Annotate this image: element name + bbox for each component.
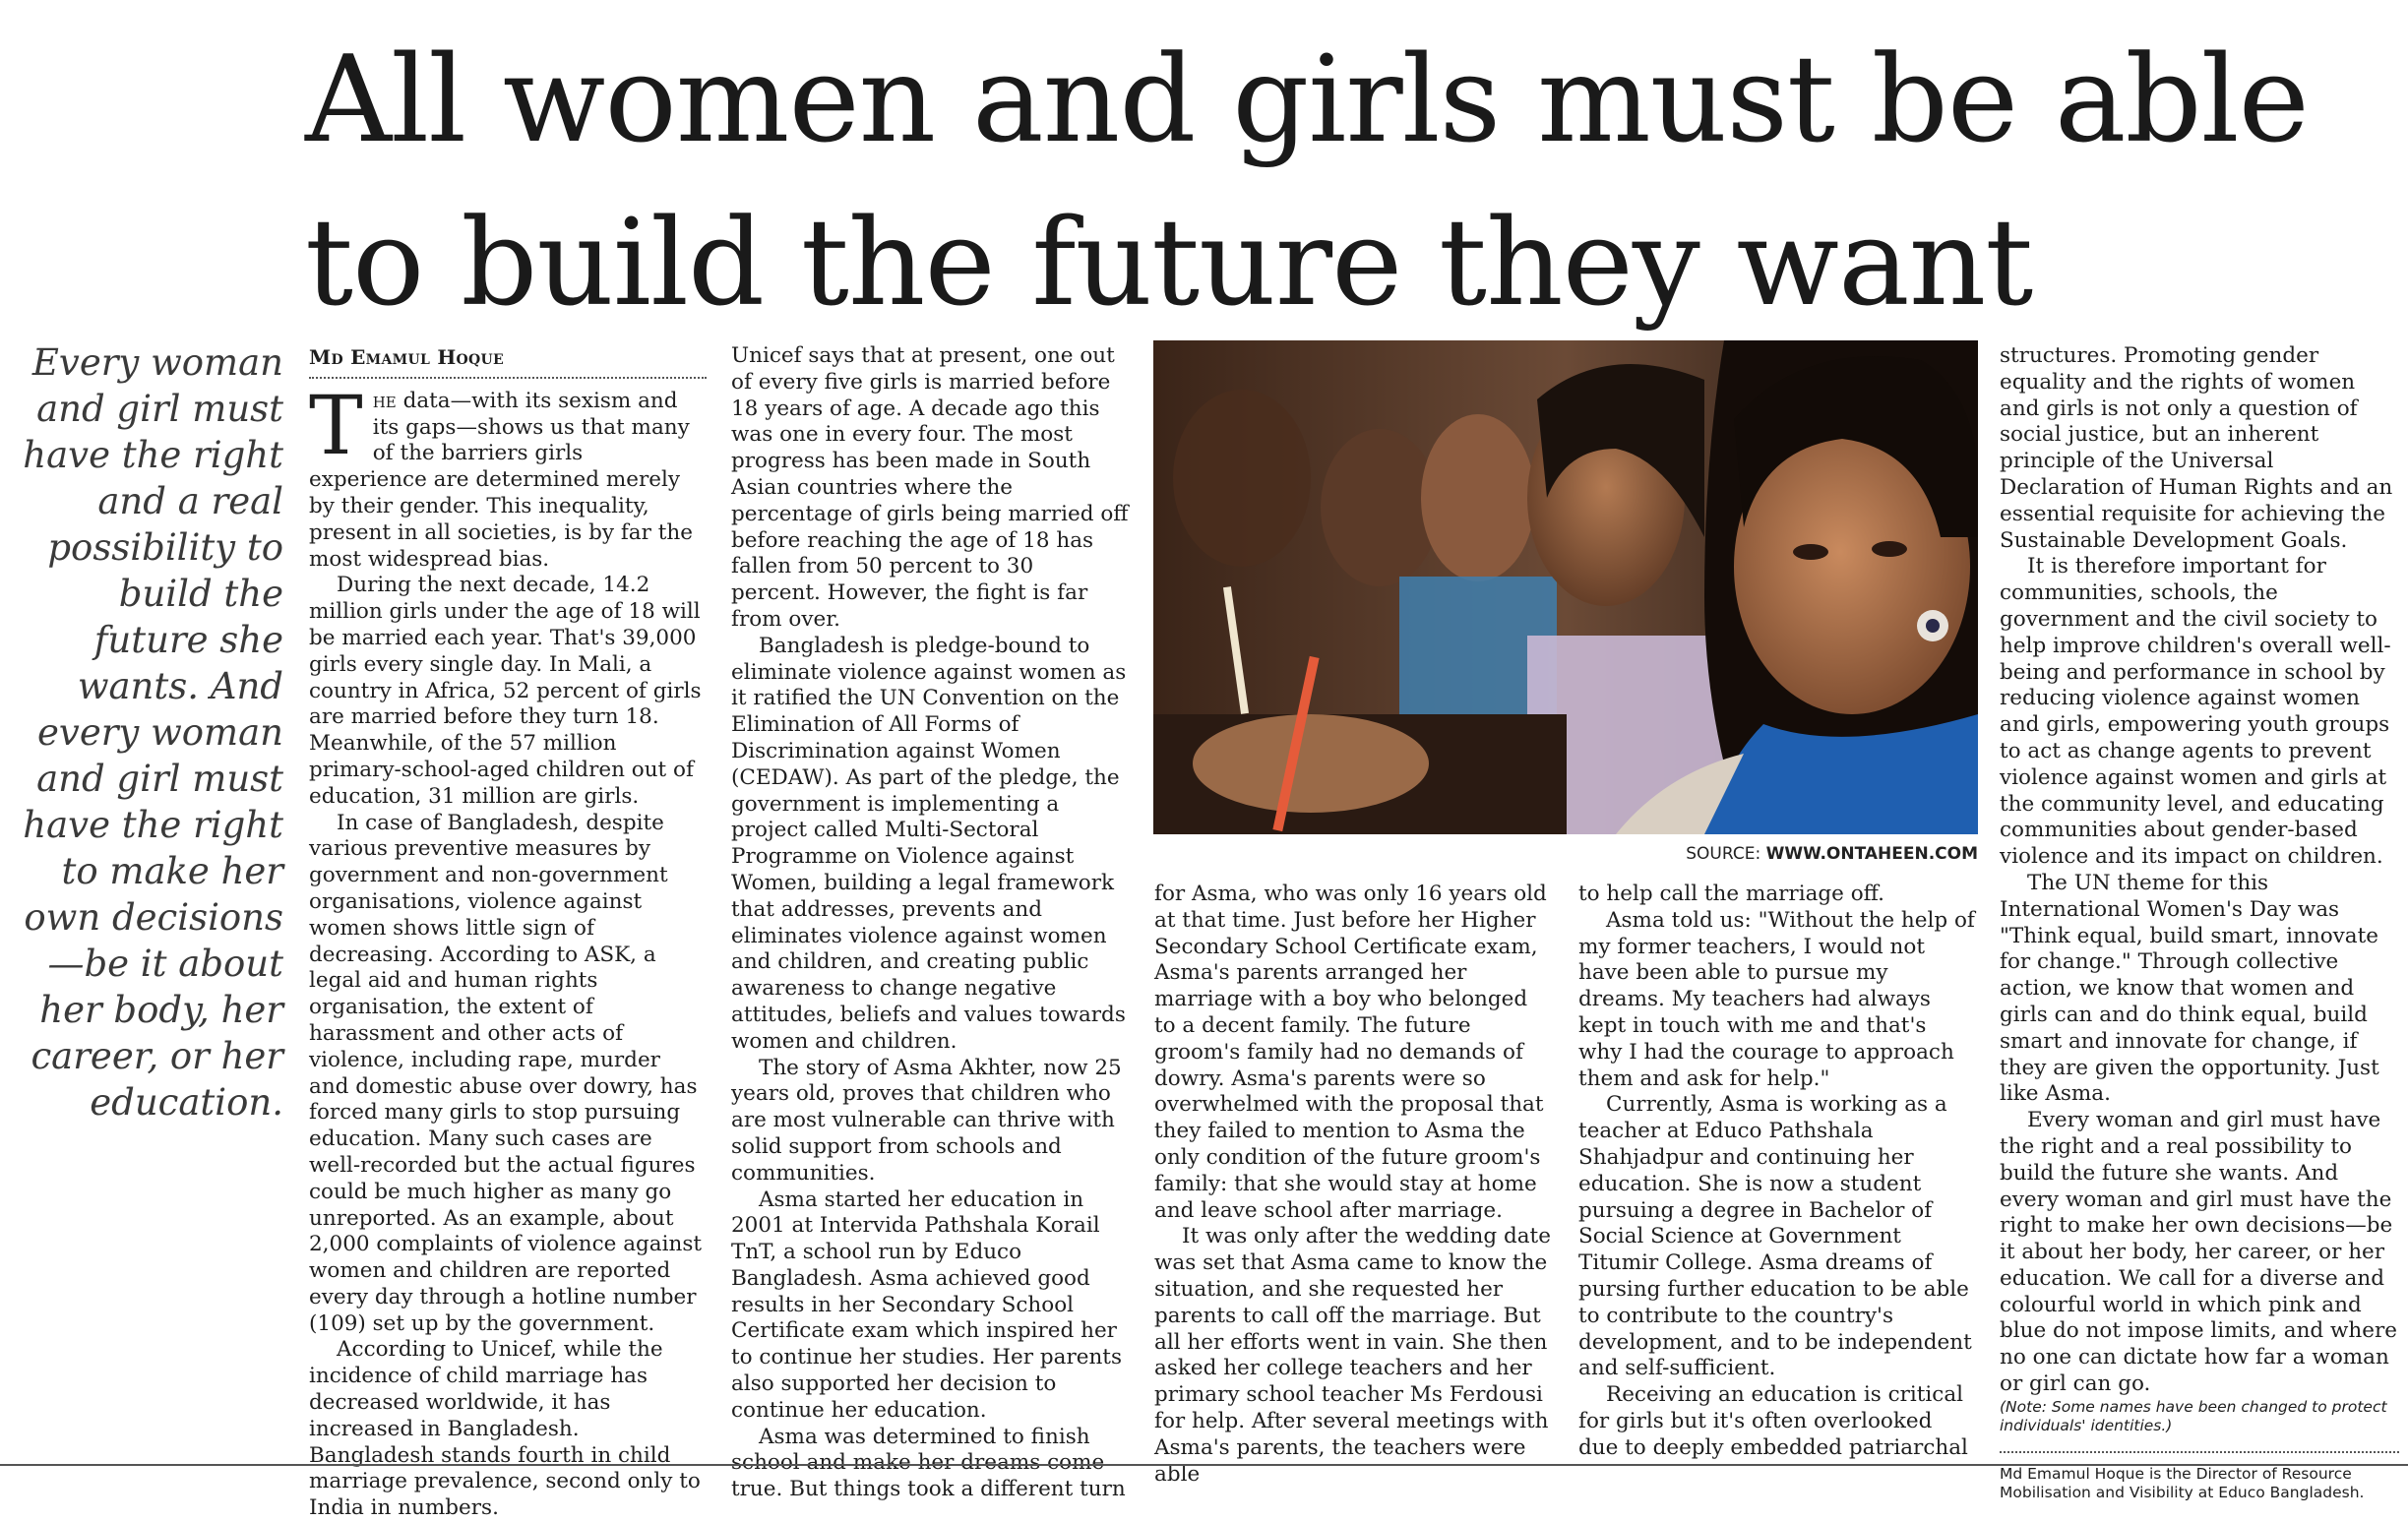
- page-bottom-rule: [0, 1464, 2408, 1466]
- photo-credit-site: WWW.ONTAHEEN.COM: [1765, 844, 1978, 864]
- photo-credit: [1153, 844, 1978, 864]
- article-column-1: [309, 344, 707, 1522]
- lead-paragraph: [309, 379, 707, 574]
- article-column-4: [1578, 882, 1976, 1462]
- paragraph: Asma was determined to finish school and make her dreams come true. But things took a different turn: [731, 1424, 1126, 1502]
- paragraph: for Asma, who was only 16 years old at that time. Just before her Higher Secondary School Certificate exam, Asma's parents arranged her marriage with a boy who belonged to a decent family. The future groom's family had no demands of dowry. Asma's parents were so overwhelmed with the proposal that they failed to mention to Asma the only condition of the future groom's family: that she would stay at home and leave school after marriage.: [1154, 882, 1547, 1223]
- paragraph: The UN theme for this International Women's Day was "Think equal, build smart, innovate for change." Through collective action, we know that women and girls can and do think equal, build smart and innovate for change, if they are given the opportunity. Just like Asma.: [2000, 870, 2379, 1107]
- paragraph: It is therefore important for communities, schools, the government and the civil society to help improve children's overall well-being and performance in school by reducing violence against women and girls, empowering youth groups to act as change agents to prevent violence against women and girls at the community level, and educating communities about gender-based violence and its impact on children.: [2000, 554, 2391, 870]
- paragraph: According to Unicef, while the incidence of child marriage has decreased worldwide, it has increased in Bangladesh. Bangladesh stands fourth in child marriage prevalence, second only to India in numbers.: [309, 1337, 701, 1521]
- paragraph: During the next decade, 14.2 million girls under the age of 18 will be married each year. That's 39,000 girls every single day. In Mali, a country in Africa, 52 percent of girls are married before they turn 18. Meanwhile, of the 57 million primary-school-aged children out of education, 31 million are girls.: [309, 573, 702, 809]
- photo-illustration: [1153, 340, 1978, 834]
- article-photo: [1153, 340, 1978, 834]
- editor-note: (Note: Some names have been changed to protect individuals' identities.): [2000, 1397, 2387, 1434]
- byline: Md Emamul Hoque: [309, 344, 707, 379]
- paragraph: Bangladesh is pledge-bound to eliminate violence against women as it ratified the UN Convention on the Elimination of All Forms of Discrimination against Women (CEDAW). As part of the pledge, the government is implementing a project called Multi-Sectoral Programme on Violence against Women, building a legal framework that addresses, prevents and eliminates violence against women and children, and creating public awareness to change negative attitudes, beliefs and values towards women and children.: [731, 633, 1127, 1054]
- headline: [305, 18, 2372, 344]
- drop-cap: T: [309, 379, 363, 473]
- paragraph: It was only after the wedding date was set that Asma came to know the situation, and she requested her parents to call off the marriage. But all her efforts went in vain. She then asked her college teachers and her primary school teacher Ms Ferdousi for help. After several meetings with Asma's parents, the teachers were able: [1154, 1224, 1551, 1487]
- author-bio: Md Emamul Hoque is the Director of Resource Mobilisation and Visibility at Educo Bangladesh.: [2000, 1464, 2365, 1501]
- headline-line-2: to build the future they want: [305, 193, 2033, 333]
- paragraph: Asma started her education in 2001 at Intervida Pathshala Korail TnT, a school run by Educo Bangladesh. Asma achieved good results in her Secondary School Certificate exam which inspired her to continue her studies. Her parents also supported her decision to continue her education.: [731, 1187, 1122, 1423]
- paragraph: Asma told us: "Without the help of my former teachers, I would not have been able to pursue my dreams. My teachers had always kept in touch with me and that's why I had the courage to approach them and ask for help.": [1578, 907, 1975, 1091]
- headline-line-1: All women and girls must be able: [305, 30, 2309, 169]
- paragraph: structures. Promoting gender equality and the rights of women and girls is not only a question of social justice, but an inherent principle of the Universal Declaration of Human Rights and an essential requisite for achieving the Sustainable Development Goals.: [2000, 343, 2393, 553]
- paragraph: The story of Asma Akhter, now 25 years old, proves that children who are most vulnerable can thrive with solid support from schools and communities.: [731, 1055, 1122, 1186]
- paragraph: Every woman and girl must have the right and a real possibility to build the future she wants. And every woman and girl must have the right to make her own decisions—be it about her body, her career, or her education. We call for a diverse and colourful world in which pink and blue do not impose limits, and where no one can dictate how far a woman or girl can go.: [2000, 1108, 2398, 1397]
- pull-quote: Every woman and girl must have the right and a real possibility to build the future she wants. And every woman and girl must have the right to make her own decisions—be it about her body, her career, or her education.: [23, 341, 283, 1124]
- paragraph: In case of Bangladesh, despite various preventive measures by government and non-government organisations, violence against women shows little sign of decreasing. According to ASK, a legal aid and human rights organisation, the extent of harassment and other acts of violence, including rape, murder and domestic abuse over dowry, has forced many girls to stop pursuing education. Many such cases are well-recorded but the actual figures could be much higher as many go unreported. As an example, about 2,000 complaints of violence against women and children are reported every day through a hotline number (109) set up by the government.: [309, 810, 702, 1336]
- article-column-3: [1154, 882, 1552, 1488]
- divider: [2000, 1451, 2399, 1453]
- paragraph: Currently, Asma is working as a teacher at Educo Pathshala Shahjadpur and continuing her education. She is now a student pursuing a degree in Bachelor of Social Science at Government Titumir College. Asma dreams of pursing further education to be able to contribute to the country's development, and to be independent and self-sufficient.: [1578, 1092, 1972, 1381]
- article-column-5: [2000, 343, 2399, 1502]
- paragraph: to help call the marriage off.: [1578, 882, 1885, 906]
- paragraph: Unicef says that at present, one out of every five girls is married before 18 years of age. A decade ago this was one in every four. The most progress has been made in South Asian countries where the percentage of girls being married off before reaching the age of 18 has fallen from 50 percent to 30 percent. However, the fight is far from over.: [731, 343, 1129, 632]
- article-column-2: [731, 343, 1129, 1503]
- lead-caps: he: [372, 388, 397, 413]
- photo-credit-label: SOURCE:: [1686, 844, 1761, 864]
- paragraph: Receiving an education is critical for girls but it's often overlooked due to deeply embedded patriarchal: [1578, 1382, 1968, 1460]
- lead-text: data—with its sexism and its gaps—shows us that many of the barriers girls experience are determined merely by their gender. This inequality, present in all societies, is by far the most widespread bias.: [309, 388, 693, 572]
